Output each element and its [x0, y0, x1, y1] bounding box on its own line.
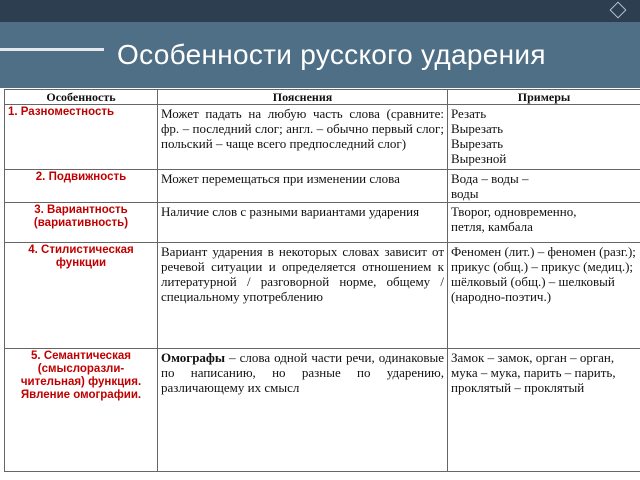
examples-cell	[448, 349, 640, 472]
feature-cell: 4. Стилистическая функции	[5, 243, 158, 349]
explanation-cell: Вариант ударения в некоторых словах зависит от речевой ситуации и определяется отношением к литературной / разговорной норме, общему / специальному употреблению	[158, 243, 448, 349]
feature-cell: 1. Разноместность	[5, 105, 158, 170]
diamond-icon	[610, 2, 627, 19]
table-row	[5, 349, 640, 472]
example-line: Феномен (лит.) – феномен (разг.);	[451, 244, 636, 259]
header-feature: Особенность	[5, 90, 158, 105]
feature-cell: 3. Вариантность (вариативность)	[5, 203, 158, 243]
example-line: Творог, одновременно,	[451, 204, 577, 219]
explanation-cell: Может перемещаться при изменении слова	[158, 170, 448, 203]
examples-cell	[448, 243, 640, 349]
example-line: петля, камбала	[451, 219, 533, 234]
examples-cell	[448, 170, 640, 203]
homograph-term: Омографы	[161, 350, 226, 365]
table-row	[5, 105, 640, 170]
explanation-cell	[158, 349, 448, 472]
table-row	[5, 203, 640, 243]
table-header-row	[5, 90, 640, 105]
example-line: Вырезной	[451, 151, 507, 166]
explanation-cell: Наличие слов с разными вариантами ударения	[158, 203, 448, 243]
homograph-definition: – слова одной части речи, одинаковые по написанию, но разные по ударению, различающему их смысл	[161, 350, 444, 395]
examples-cell	[448, 203, 640, 243]
example-line: Вода – воды –	[451, 171, 529, 186]
example-line: Вырезать	[451, 136, 504, 151]
table-row	[5, 170, 640, 203]
header-accent-line	[0, 48, 104, 51]
header-explanation: Пояснения	[158, 90, 448, 105]
header-examples: Примеры	[448, 90, 640, 105]
slide-header	[0, 22, 640, 88]
example-line: воды	[451, 186, 479, 201]
table-row	[5, 243, 640, 349]
stress-features-table	[4, 89, 640, 472]
example-line: прикус (общ.) – прикус (медиц.); шёлковый (общ.) – шелковый (народно-поэтич.)	[451, 259, 634, 304]
slide-top-bar	[0, 0, 640, 22]
examples-cell	[448, 105, 640, 170]
feature-cell: 2. Подвижность	[5, 170, 158, 203]
example-line: Резать	[451, 106, 487, 121]
example-line: Замок – замок, орган – орган, мука – мука, парить – парить, проклятый – проклятый	[451, 350, 616, 395]
explanation-cell: Может падать на любую часть слова (сравните: фр. – последний слог; англ. – обычно первый слог; польский – чаще всего предпоследний слог)	[158, 105, 448, 170]
example-line: Вырезать	[451, 121, 504, 136]
feature-cell: 5. Семантическая (смыслоразли-чительная) функция. Явление омографии.	[5, 349, 158, 472]
slide-title: Особенности русского ударения	[117, 39, 546, 70]
